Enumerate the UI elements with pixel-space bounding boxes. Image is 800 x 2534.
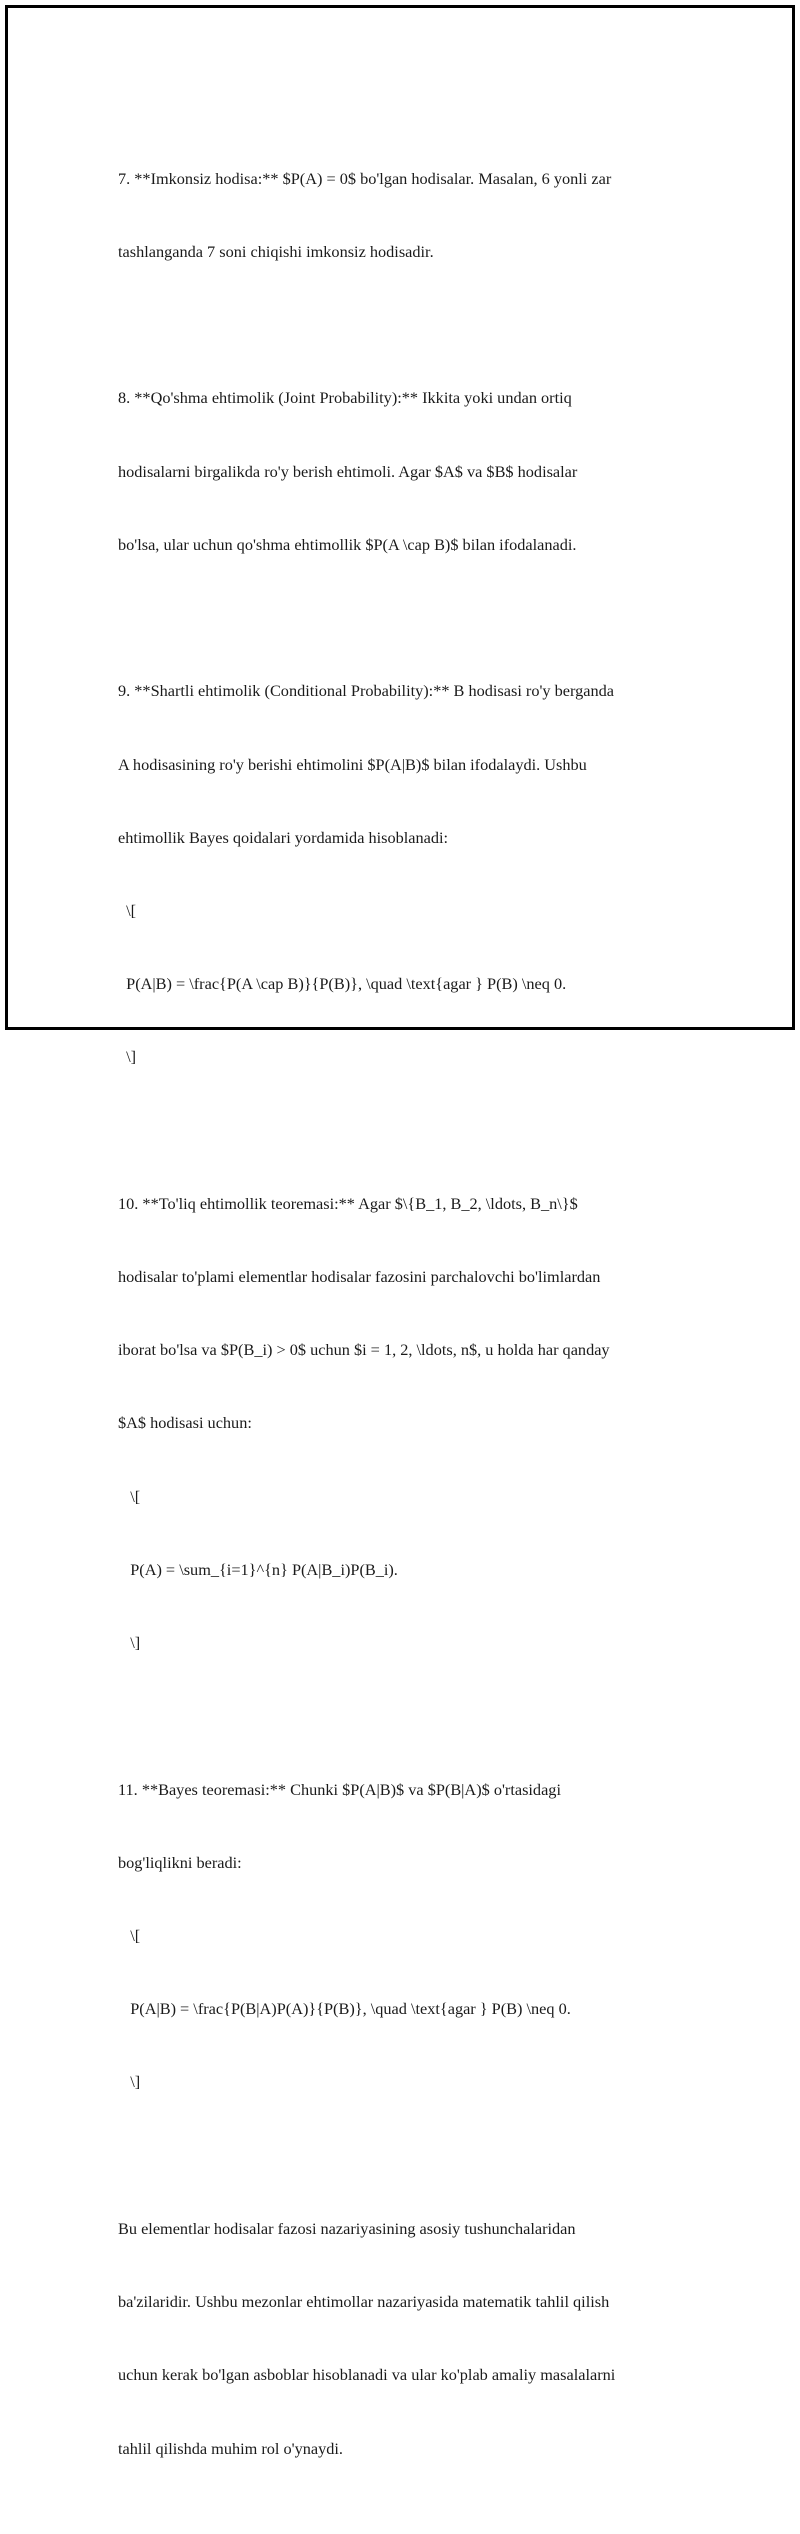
text-line: 7. **Imkonsiz hodisa:** $P(A) = 0$ bo'lgan hodisalar. Masalan, 6 yonli zar [118,168,612,188]
formula-line: P(A|B) = \frac{P(A \cap B)}{P(B)}, \quad \text{agar } P(B) \neq 0. [118,974,567,994]
text-line: uchun kerak bo'lgan asboblar hisoblanadi va ular ko'plab amaliy masalalarni [118,2365,616,2385]
item-10-total-probability [118,1143,698,1704]
text-line: A hodisasining ro'y berishi ehtimolini $P(A|B)$ bilan ifodalaydi. Ushbu [118,754,587,774]
item-8-joint-probability [118,338,698,606]
item-11-bayes-theorem [118,1729,698,2144]
formula-line: \] [118,1047,137,1067]
text-line: 9. **Shartli ehtimolik (Conditional Probability):** B hodisasi ro'y berganda [118,681,614,701]
formula-line: \[ [118,1486,141,1506]
text-line: iborat bo'lsa va $P(B_i) > 0$ uchun $i = 1, 2, \ldots, n$, u holda har qanday [118,1340,610,1360]
formula-line: P(A) = \sum_{i=1}^{n} P(A|B_i)P(B_i). [118,1559,398,1579]
text-line: ba'zilaridir. Ushbu mezonlar ehtimollar nazariyasida matematik tahlil qilish [118,2292,610,2312]
item-7-impossible-event [118,118,698,313]
item-9-conditional-probability [118,631,698,1119]
formula-line: P(A|B) = \frac{P(B|A)P(A)}{P(B)}, \quad \text{agar } P(B) \neq 0. [118,1999,571,2019]
text-line: bog'liqlikni beradi: [118,1852,242,1872]
formula-line: \[ [118,900,137,920]
text-line: hodisalarni birgalikda ro'y berish ehtimoli. Agar $A$ va $B$ hodisalar [118,461,578,481]
text-line: ehtimollik Bayes qoidalari yordamida hisoblanadi: [118,827,449,847]
formula-line: \] [118,1633,141,1653]
text-line: tashlanganda 7 soni chiqishi imkonsiz hodisadir. [118,242,434,262]
formula-line: \] [118,2072,141,2092]
text-line: $A$ hodisasi uchun: [118,1413,252,1433]
text-line: hodisalar to'plami elementlar hodisalar fazosini parchalovchi bo'limlardan [118,1267,601,1287]
text-line: 11. **Bayes teoremasi:** Chunki $P(A|B)$ va $P(B|A)$ o'rtasidagi [118,1779,561,1799]
formula-line: \[ [118,1926,141,1945]
document-body [118,118,698,2534]
text-line: tahlil qilishda muhim rol o'ynaydi. [118,2438,343,2458]
text-line: bo'lsa, ular uchun qo'shma ehtimollik $P(A \cap B)$ bilan ifodalanadi. [118,534,577,554]
text-line: 8. **Qo'shma ehtimolik (Joint Probability):** Ikkita yoki undan ortiq [118,388,572,408]
text-line: Bu elementlar hodisalar fazosi nazariyasining asosiy tushunchalaridan [118,2218,576,2238]
closing-paragraph [118,2168,698,2510]
text-line: 10. **To'liq ehtimollik teoremasi:** Agar $\{B_1, B_2, \ldots, B_n\}$ [118,1193,578,1213]
